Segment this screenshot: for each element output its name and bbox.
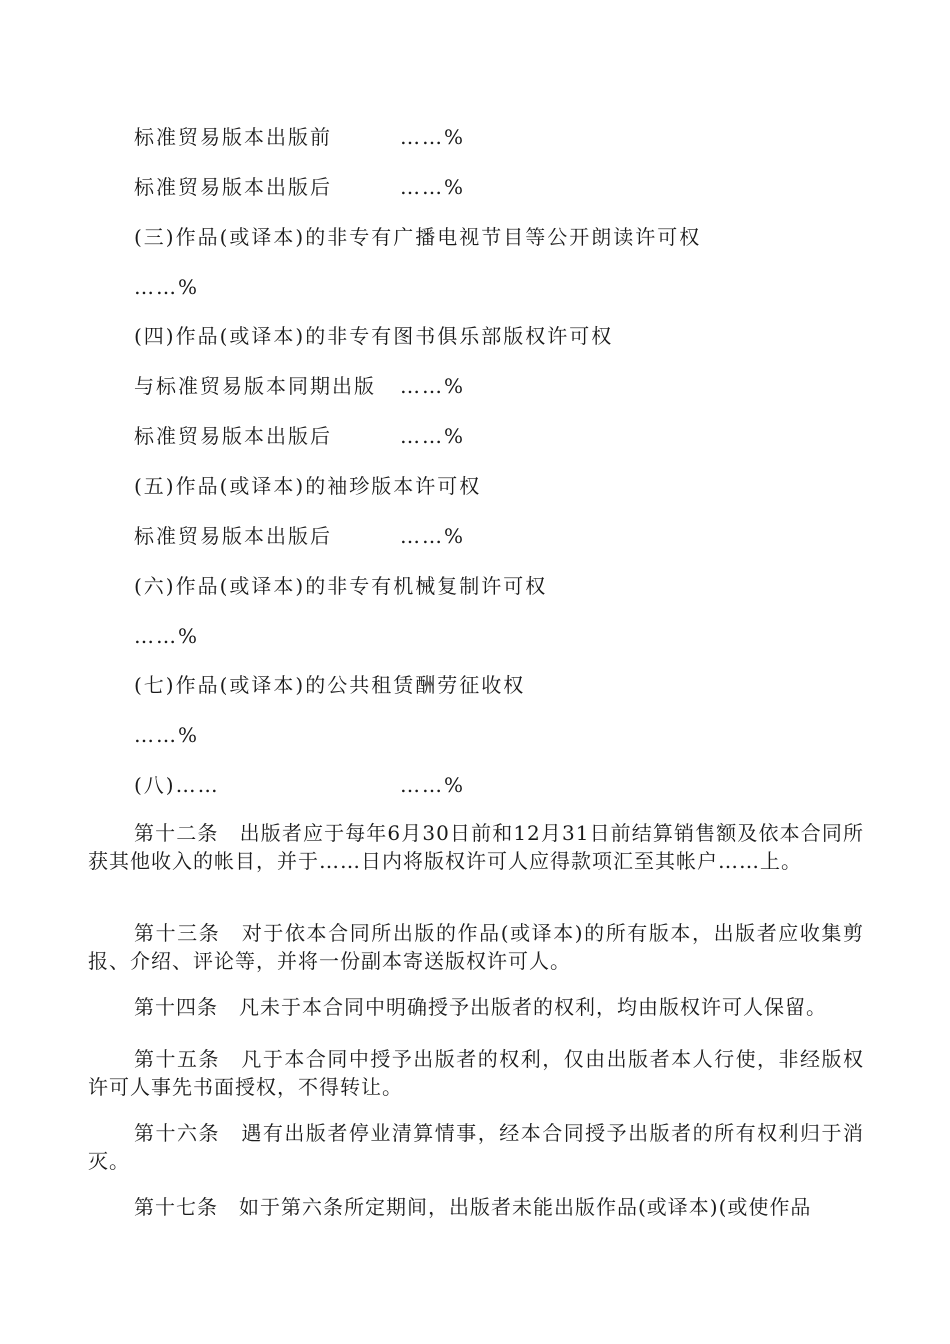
- rate-line-value: ……%: [400, 424, 466, 448]
- article-17: 第十七条 如于第六条所定期间，出版者未能出版作品(或译本)(或使作品: [134, 1195, 812, 1219]
- rate-line-label: 标准贸易版本出版后: [134, 424, 332, 448]
- rate-line: [134, 773, 466, 797]
- rate-line-label: ……%: [134, 624, 200, 648]
- article-14: 第十四条 凡未于本合同中明确授予出版者的权利，均由版权许可人保留。: [134, 995, 827, 1019]
- rate-line: [134, 275, 199, 299]
- rate-line: [134, 175, 466, 199]
- rate-heading: [134, 574, 547, 598]
- rate-line-label: (六)作品(或译本)的非专有机械复制许可权: [134, 574, 548, 598]
- rate-line-label: 与标准贸易版本同期出版: [134, 374, 376, 398]
- rate-heading: [134, 225, 701, 249]
- article-16: 第十六条 遇有出版者停业清算情事，经本合同授予出版者的所有权利归于消灭。: [88, 1121, 864, 1173]
- rate-line-value: ……%: [400, 125, 466, 149]
- rate-line: [134, 624, 199, 648]
- article-12: 第十二条 出版者应于每年6月30日前和12月31日前结算销售额及依本合同所获其他收入的帐目，并于……日内将版权许可人应得款项汇至其帐户……上。: [88, 821, 864, 873]
- rate-heading: [134, 324, 613, 348]
- rate-line-label: (七)作品(或译本)的公共租赁酬劳征收权: [134, 673, 526, 697]
- rate-line: [134, 424, 466, 448]
- rate-line: [134, 524, 466, 548]
- rate-line-label: 标准贸易版本出版前: [134, 125, 332, 149]
- rate-line-label: (五)作品(或译本)的袖珍版本许可权: [134, 474, 482, 498]
- rate-line: [134, 723, 199, 747]
- rate-line-label: (三)作品(或译本)的非专有广播电视节目等公开朗读许可权: [134, 225, 702, 249]
- rate-line-label: (四)作品(或译本)的非专有图书俱乐部版权许可权: [134, 324, 614, 348]
- rate-line-value: ……%: [400, 524, 466, 548]
- rate-line: [134, 374, 466, 398]
- article-15: 第十五条 凡于本合同中授予出版者的权利，仅由出版者本人行使，非经版权许可人事先书面授权，不得转让。: [88, 1047, 864, 1099]
- rate-line-label: ……%: [134, 275, 200, 299]
- article-13: 第十三条 对于依本合同所出版的作品(或译本)的所有版本，出版者应收集剪报、介绍、评论等，并将一份副本寄送版权许可人。: [88, 921, 864, 973]
- rate-line-label: 标准贸易版本出版后: [134, 175, 332, 199]
- rate-line: [134, 125, 466, 149]
- rate-line-value: ……%: [400, 175, 466, 199]
- rate-heading: [134, 673, 525, 697]
- rate-heading: [134, 474, 481, 498]
- rate-line-label: ……%: [134, 723, 200, 747]
- rate-line-label: 标准贸易版本出版后: [134, 524, 332, 548]
- rate-line-value: ……%: [400, 374, 466, 398]
- rate-line-label: (八)……: [134, 773, 220, 797]
- rate-line-value: ……%: [400, 773, 466, 797]
